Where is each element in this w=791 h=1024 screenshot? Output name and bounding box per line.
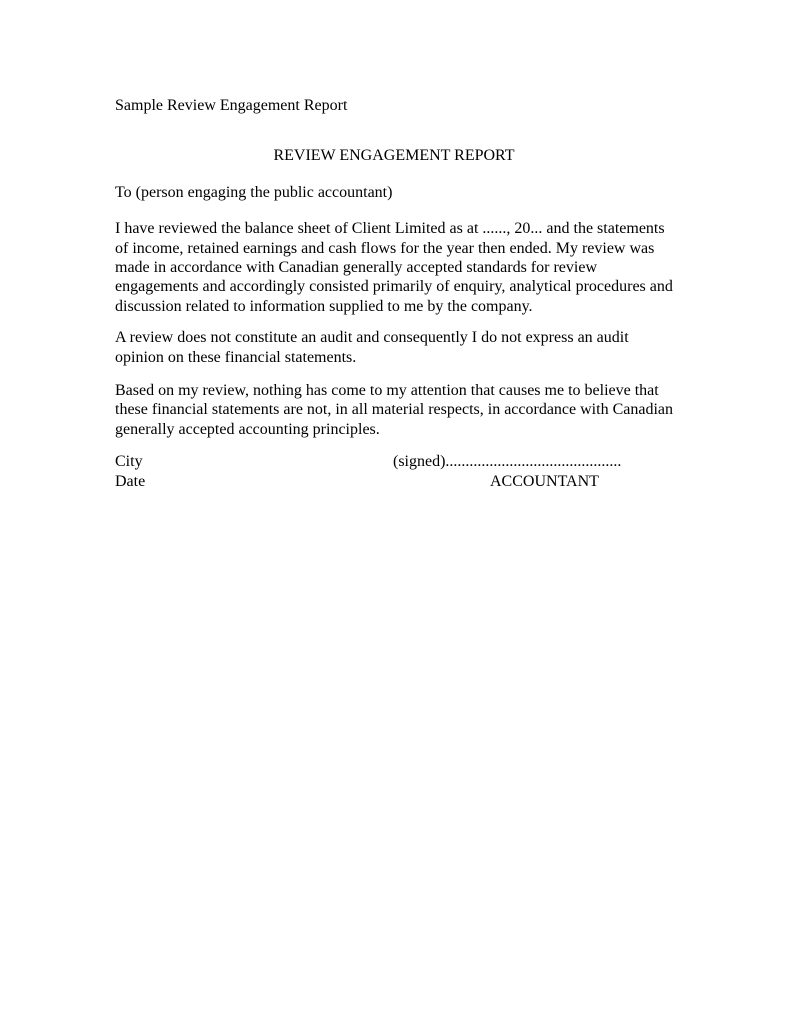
- date-label: Date: [115, 472, 146, 490]
- signature-row-date: [115, 472, 673, 491]
- document-content: [115, 0, 673, 491]
- document-title: Sample Review Engagement Report: [115, 97, 348, 114]
- paragraph-review-scope: I have reviewed the balance sheet of Client Limited as at ......, 20... and the statements of income, retained earnings and cash flows for the year then ended. My review was made in accordance with Canadian generally accepted standards for review engagements and accordingly consisted primarily of enquiry, analytical procedures and discussion related to information supplied to me by the company.: [115, 220, 673, 315]
- signed-dotted-line: (signed)............................................: [393, 453, 622, 471]
- signature-row-city: [115, 452, 673, 471]
- accountant-label: ACCOUNTANT: [490, 472, 599, 490]
- report-heading: REVIEW ENGAGEMENT REPORT: [273, 147, 515, 165]
- salutation-line: To (person engaging the public accountant): [115, 183, 393, 201]
- paragraph-conclusion: Based on my review, nothing has come to my attention that causes me to believe that these financial statements are not, in all material respects, in accordance with Canadian generally accepted accounting principles.: [115, 382, 673, 438]
- paragraph-not-an-audit: A review does not constitute an audit and consequently I do not express an audit opinion on these financial statements.: [115, 329, 629, 366]
- signature-block: [115, 452, 673, 491]
- city-label: City: [115, 453, 143, 471]
